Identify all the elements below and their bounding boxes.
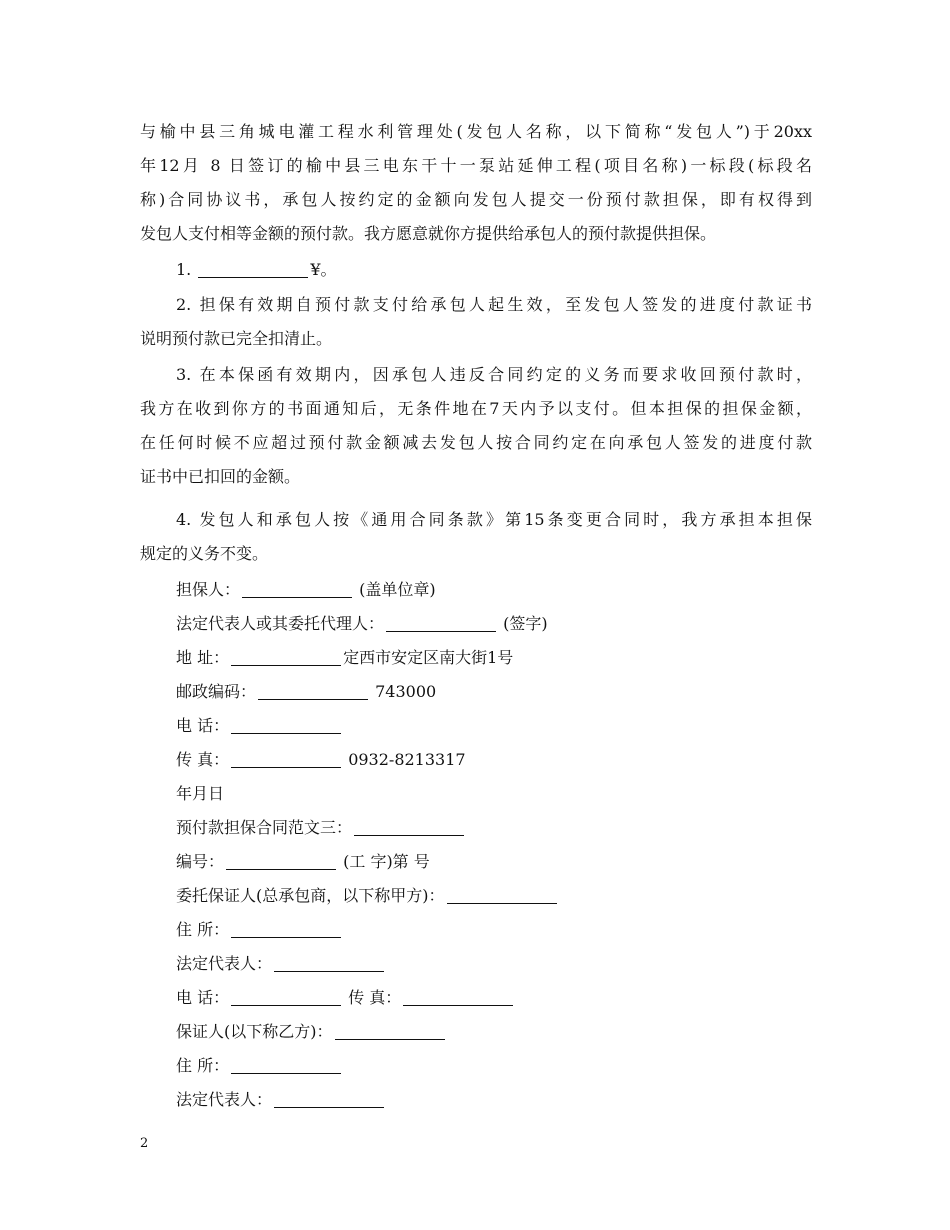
residence-blank [231, 919, 341, 938]
item-4 [140, 503, 812, 571]
item-4-line-1: 4. 发包人和承包人按《通用合同条款》第15条变更合同时，我方承担本担保 [176, 510, 812, 529]
intro-paragraph [140, 115, 812, 251]
address-blank [231, 647, 341, 666]
rep-note: (签字) [503, 614, 548, 633]
sample3-blank [354, 817, 464, 836]
intro-line-2: 年12月 8 日签订的榆中县三电东干十一泵站延伸工程(项目名称)一标段(标段名 [140, 156, 812, 175]
party-a-blank [447, 885, 557, 904]
number-blank [226, 851, 336, 870]
item-3-line-2: 我方在收到你方的书面通知后，无条件地在7天内予以支付。但本担保的担保金额， [140, 399, 812, 418]
rep-blank [386, 613, 496, 632]
intro-line-3: 称)合同协议书，承包人按约定的金额向发包人提交一份预付款担保，即有权得到 [140, 190, 812, 209]
phone-blank [231, 715, 341, 734]
number-note: (工 字)第 号 [343, 852, 430, 871]
guarantor-blank [242, 579, 352, 598]
postcode-blank [258, 681, 368, 700]
fax-label: 传 真： [176, 750, 230, 769]
item-1-suffix: ¥。 [310, 260, 337, 279]
residence-row [140, 913, 812, 947]
date-row: 年月日 [176, 784, 225, 803]
rep-label: 法定代表人或其委托代理人： [176, 614, 385, 633]
residence2-blank [231, 1055, 341, 1074]
sample3-row [140, 811, 812, 845]
number-row [140, 845, 812, 879]
page-number: 2 [140, 1136, 149, 1151]
item-4-line-2: 规定的义务不变。 [140, 544, 269, 563]
postcode-label: 邮政编码： [176, 682, 257, 701]
item-3 [140, 358, 812, 494]
phone-row [140, 709, 812, 743]
intro-line-4: 发包人支付相等金额的预付款。我方愿意就你方提供给承包人的预付款提供担保。 [140, 224, 717, 243]
signature-fields [140, 573, 812, 1117]
rep-row [140, 607, 812, 641]
guarantor-row [140, 573, 812, 607]
item-2-line-1: 2. 担保有效期自预付款支付给承包人起生效，至发包人签发的进度付款证书 [176, 295, 812, 314]
party-a-row [140, 879, 812, 913]
phone-label: 电 话： [176, 716, 230, 735]
fax-value: 0932-8213317 [348, 750, 466, 769]
address-row [140, 641, 812, 675]
item-2 [140, 288, 812, 356]
residence2-row [140, 1049, 812, 1083]
item-2-line-2: 说明预付款已完全扣清止。 [140, 329, 333, 348]
item-3-line-1: 3. 在本保函有效期内，因承包人违反合同约定的义务而要求收回预付款时， [176, 365, 812, 384]
legal-rep-row [140, 947, 812, 981]
address-label: 地 址： [176, 648, 230, 667]
item-3-line-4: 证书中已扣回的金额。 [140, 467, 301, 486]
legal-rep2-row [140, 1083, 812, 1117]
legal-rep-label: 法定代表人： [176, 954, 273, 973]
fax-row [140, 743, 812, 777]
postcode-row [140, 675, 812, 709]
phone-fax-row [140, 981, 812, 1015]
residence2-label: 住 所： [176, 1056, 230, 1075]
guarantor-note: (盖单位章) [359, 580, 436, 599]
item-1 [140, 253, 812, 287]
legal-rep-blank [274, 953, 384, 972]
party-b-label: 保证人(以下称乙方)： [176, 1022, 333, 1041]
postcode-value: 743000 [375, 682, 437, 701]
legal-rep2-label: 法定代表人： [176, 1090, 273, 1109]
party-b-blank [335, 1021, 445, 1040]
party-b-row [140, 1015, 812, 1049]
fax2-blank [403, 987, 513, 1006]
amount-blank [198, 259, 308, 278]
residence-label: 住 所： [176, 920, 230, 939]
intro-line-1: 与榆中县三角城电灌工程水利管理处(发包人名称，以下简称“发包人”)于20xx [140, 122, 812, 141]
phone2-blank [231, 987, 341, 1006]
phone2-label: 电 话： [176, 988, 230, 1007]
fax-blank [231, 749, 341, 768]
sample3-label: 预付款担保合同范文三： [176, 818, 353, 837]
fax2-label: 传 真： [348, 988, 402, 1007]
number-label: 编号： [176, 852, 225, 871]
party-a-label: 委托保证人(总承包商，以下称甲方)： [176, 886, 445, 905]
address-value: 定西市安定区南大街1号 [343, 648, 514, 667]
legal-rep2-blank [274, 1089, 384, 1108]
item-1-number: 1. [176, 260, 192, 279]
item-3-line-3: 在任何时候不应超过预付款金额减去发包人按合同约定在向承包人签发的进度付款 [140, 433, 812, 452]
guarantor-label: 担保人： [176, 580, 241, 599]
